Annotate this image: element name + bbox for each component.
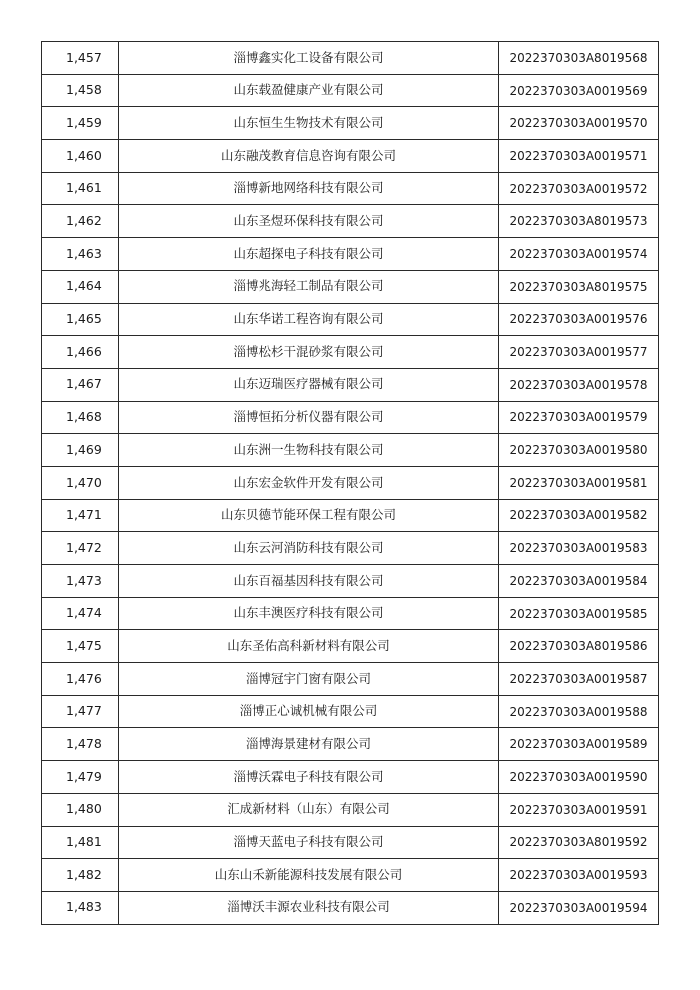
row-number: 1,472	[42, 532, 119, 565]
company-name: 山东洲一生物科技有限公司	[119, 434, 499, 467]
row-number: 1,477	[42, 695, 119, 728]
table-row	[42, 793, 659, 826]
registration-code: 2022370303A0019574	[499, 238, 659, 271]
registration-code: 2022370303A0019587	[499, 663, 659, 696]
row-number: 1,473	[42, 565, 119, 598]
row-number: 1,462	[42, 205, 119, 238]
company-name: 淄博正心诚机械有限公司	[119, 695, 499, 728]
row-number: 1,476	[42, 663, 119, 696]
table-row	[42, 630, 659, 663]
row-number: 1,465	[42, 303, 119, 336]
table-row	[42, 891, 659, 924]
table-row	[42, 859, 659, 892]
company-name: 淄博沃丰源农业科技有限公司	[119, 891, 499, 924]
registration-code: 2022370303A0019594	[499, 891, 659, 924]
table-row	[42, 107, 659, 140]
registration-code: 2022370303A0019588	[499, 695, 659, 728]
row-number: 1,466	[42, 336, 119, 369]
row-number: 1,464	[42, 270, 119, 303]
registration-code: 2022370303A0019591	[499, 793, 659, 826]
registration-code: 2022370303A0019579	[499, 401, 659, 434]
table-row	[42, 826, 659, 859]
registration-code: 2022370303A0019571	[499, 140, 659, 173]
table-row	[42, 466, 659, 499]
company-table	[41, 41, 659, 925]
company-name: 山东华诺工程咨询有限公司	[119, 303, 499, 336]
registration-code: 2022370303A0019583	[499, 532, 659, 565]
company-name: 山东恒生生物技术有限公司	[119, 107, 499, 140]
company-name: 山东丰澳医疗科技有限公司	[119, 597, 499, 630]
row-number: 1,474	[42, 597, 119, 630]
registration-code: 2022370303A8019573	[499, 205, 659, 238]
table-row	[42, 270, 659, 303]
company-name: 淄博新地网络科技有限公司	[119, 172, 499, 205]
registration-code: 2022370303A0019584	[499, 565, 659, 598]
company-name: 淄博沃霖电子科技有限公司	[119, 761, 499, 794]
row-number: 1,478	[42, 728, 119, 761]
company-name: 淄博恒拓分析仪器有限公司	[119, 401, 499, 434]
company-name: 汇成新材料（山东）有限公司	[119, 793, 499, 826]
company-name: 淄博冠宇门窗有限公司	[119, 663, 499, 696]
registration-code: 2022370303A8019586	[499, 630, 659, 663]
company-name: 山东宏金软件开发有限公司	[119, 466, 499, 499]
table-row	[42, 336, 659, 369]
registration-code: 2022370303A8019592	[499, 826, 659, 859]
row-number: 1,479	[42, 761, 119, 794]
row-number: 1,469	[42, 434, 119, 467]
table-row	[42, 499, 659, 532]
table-row	[42, 597, 659, 630]
table-row	[42, 205, 659, 238]
table-row	[42, 565, 659, 598]
row-number: 1,457	[42, 42, 119, 75]
registration-code: 2022370303A0019570	[499, 107, 659, 140]
row-number: 1,468	[42, 401, 119, 434]
row-number: 1,470	[42, 466, 119, 499]
table-row	[42, 42, 659, 75]
registration-code: 2022370303A0019572	[499, 172, 659, 205]
table-row	[42, 695, 659, 728]
table-row	[42, 238, 659, 271]
registration-code: 2022370303A0019581	[499, 466, 659, 499]
table-row	[42, 728, 659, 761]
registration-code: 2022370303A8019575	[499, 270, 659, 303]
row-number: 1,481	[42, 826, 119, 859]
table-row	[42, 434, 659, 467]
registration-code: 2022370303A0019569	[499, 74, 659, 107]
company-name: 山东贝德节能环保工程有限公司	[119, 499, 499, 532]
company-name: 淄博松杉干混砂浆有限公司	[119, 336, 499, 369]
company-name: 淄博天蓝电子科技有限公司	[119, 826, 499, 859]
table-row	[42, 663, 659, 696]
company-name: 淄博海景建材有限公司	[119, 728, 499, 761]
row-number: 1,483	[42, 891, 119, 924]
row-number: 1,458	[42, 74, 119, 107]
registration-code: 2022370303A0019578	[499, 368, 659, 401]
table-row	[42, 303, 659, 336]
table-row	[42, 401, 659, 434]
company-name: 山东融茂教育信息咨询有限公司	[119, 140, 499, 173]
registration-code: 2022370303A0019582	[499, 499, 659, 532]
row-number: 1,463	[42, 238, 119, 271]
company-name: 山东山禾新能源科技发展有限公司	[119, 859, 499, 892]
registration-code: 2022370303A0019585	[499, 597, 659, 630]
table-row	[42, 368, 659, 401]
table-row	[42, 140, 659, 173]
row-number: 1,482	[42, 859, 119, 892]
table-row	[42, 74, 659, 107]
row-number: 1,467	[42, 368, 119, 401]
registration-code: 2022370303A0019593	[499, 859, 659, 892]
table-row	[42, 761, 659, 794]
row-number: 1,480	[42, 793, 119, 826]
company-name: 山东迈瑞医疗器械有限公司	[119, 368, 499, 401]
company-name: 淄博兆海轻工制品有限公司	[119, 270, 499, 303]
company-name: 山东圣佑高科新材料有限公司	[119, 630, 499, 663]
company-name: 淄博鑫实化工设备有限公司	[119, 42, 499, 75]
table-row	[42, 532, 659, 565]
registration-code: 2022370303A0019577	[499, 336, 659, 369]
registration-code: 2022370303A0019580	[499, 434, 659, 467]
company-name: 山东超探电子科技有限公司	[119, 238, 499, 271]
row-number: 1,461	[42, 172, 119, 205]
company-name: 山东圣煜环保科技有限公司	[119, 205, 499, 238]
row-number: 1,459	[42, 107, 119, 140]
row-number: 1,471	[42, 499, 119, 532]
company-name: 山东云河消防科技有限公司	[119, 532, 499, 565]
company-name: 山东百福基因科技有限公司	[119, 565, 499, 598]
registration-code: 2022370303A8019568	[499, 42, 659, 75]
table-body	[42, 42, 659, 925]
company-name: 山东载盈健康产业有限公司	[119, 74, 499, 107]
row-number: 1,460	[42, 140, 119, 173]
table-row	[42, 172, 659, 205]
registration-code: 2022370303A0019590	[499, 761, 659, 794]
registration-code: 2022370303A0019589	[499, 728, 659, 761]
row-number: 1,475	[42, 630, 119, 663]
registration-code: 2022370303A0019576	[499, 303, 659, 336]
